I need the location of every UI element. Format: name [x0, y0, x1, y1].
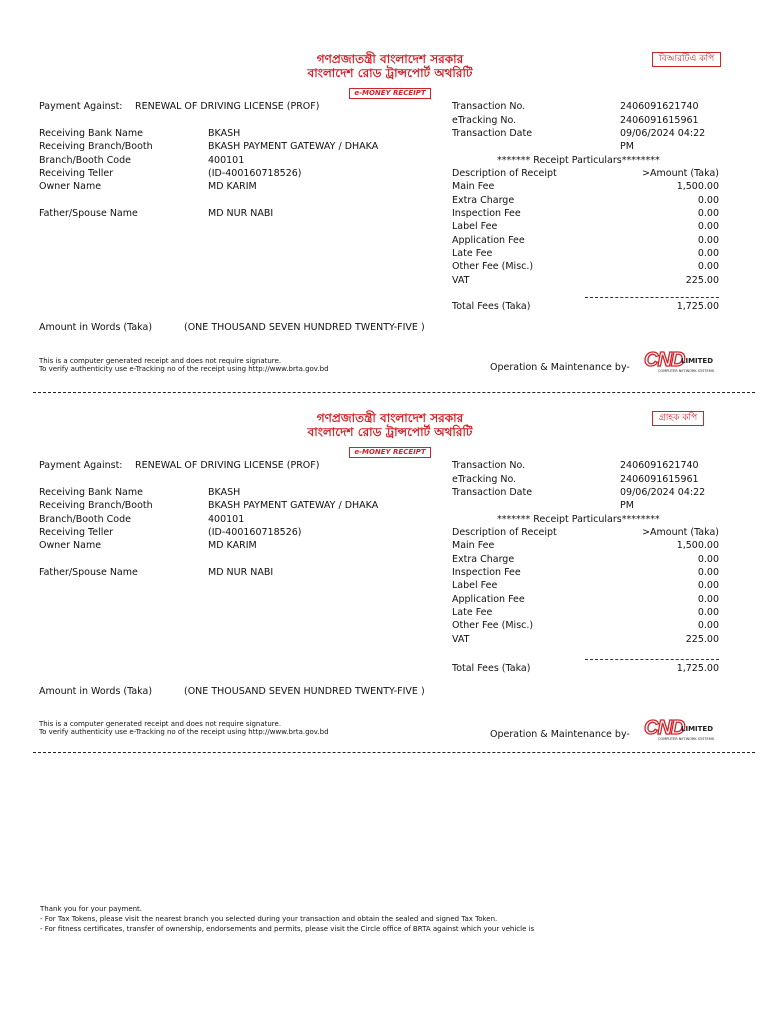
fee-value: 0.00 [697, 580, 719, 591]
fee-value: 1,500.00 [676, 181, 719, 192]
field-value: BKASH [208, 128, 241, 139]
field-label: Branch/Booth Code [39, 155, 131, 166]
amount-in-words-label: Amount in Words (Taka) [39, 322, 153, 333]
field-label: Receiving Teller [39, 168, 114, 179]
field-label: Father/Spouse Name [39, 567, 138, 578]
receipt-header [280, 52, 500, 99]
field-label: Branch/Booth Code [39, 514, 131, 525]
cnd-logo-limited: LIMITED [681, 357, 714, 365]
total-value: 1,725.00 [676, 663, 719, 674]
transaction-label: Transaction No. [452, 101, 526, 112]
signature-note: This is a computer generated receipt and does not require signature. [39, 357, 282, 365]
fee-label: Main Fee [452, 181, 495, 192]
amount-in-words-value: (ONE THOUSAND SEVEN HUNDRED TWENTY-FIVE ) [184, 686, 425, 697]
total-divider [585, 659, 719, 660]
amount-in-words-value: (ONE THOUSAND SEVEN HUNDRED TWENTY-FIVE ) [184, 322, 425, 333]
cnd-logo-text: CND [644, 717, 685, 739]
fee-value: 0.00 [697, 594, 719, 605]
fee-label: VAT [452, 634, 470, 645]
total-label: Total Fees (Taka) [452, 663, 531, 674]
fee-label: Extra Charge [452, 195, 515, 206]
fee-label: Inspection Fee [452, 567, 521, 578]
cnd-logo-text: CND [644, 349, 685, 371]
transaction-value: 2406091615961 [620, 115, 699, 126]
cnd-logo-sub: COMPUTER NETWORK SYSTEMS [658, 369, 714, 373]
fee-value: 0.00 [697, 208, 719, 219]
transaction-value-ampm: PM [620, 141, 634, 152]
operation-label: Operation & Maintenance by- [490, 362, 630, 373]
transaction-value: 2406091615961 [620, 474, 699, 485]
fee-label: Inspection Fee [452, 208, 521, 219]
field-value: MD KARIM [208, 540, 257, 551]
fee-value: 0.00 [697, 620, 719, 631]
payment-against-value: RENEWAL OF DRIVING LICENSE (PROF) [135, 101, 320, 112]
field-value: MD KARIM [208, 181, 257, 192]
fee-label: Main Fee [452, 540, 495, 551]
transaction-label: Transaction Date [452, 487, 533, 498]
transaction-label: eTracking No. [452, 474, 517, 485]
amount-header: >Amount (Taka) [642, 527, 719, 538]
receipt-separator [33, 752, 755, 753]
fee-value: 0.00 [697, 235, 719, 246]
fee-value: 225.00 [685, 634, 719, 645]
transaction-value-ampm: PM [620, 500, 634, 511]
fee-value: 0.00 [697, 567, 719, 578]
operation-label: Operation & Maintenance by- [490, 729, 630, 740]
govt-title: গণপ্রজাতন্ত্রী বাংলাদেশ সরকার [316, 52, 464, 66]
verify-note: To verify authenticity use e-Tracking no of the receipt using http://www.brta.gov.bd [39, 365, 329, 373]
fee-label: Label Fee [452, 580, 498, 591]
footer-thanks: Thank you for your payment. [40, 905, 143, 913]
transaction-value: 2406091621740 [620, 460, 699, 471]
field-value: (ID-400160718526) [208, 168, 302, 179]
field-label: Receiving Bank Name [39, 128, 143, 139]
authority-title: বাংলাদেশ রোড ট্রান্সপোর্ট অথরিটি [307, 425, 473, 439]
fee-value: 225.00 [685, 275, 719, 286]
fee-value: 0.00 [697, 248, 719, 259]
field-label: Receiving Bank Name [39, 487, 143, 498]
field-label: Owner Name [39, 540, 102, 551]
transaction-label: eTracking No. [452, 115, 517, 126]
fee-label: Application Fee [452, 235, 525, 246]
field-label: Owner Name [39, 181, 102, 192]
fee-label: Label Fee [452, 221, 498, 232]
copy-label: গ্রাহক কপি [652, 411, 704, 426]
amount-in-words-label: Amount in Words (Taka) [39, 686, 153, 697]
cnd-logo [644, 350, 714, 374]
field-value: BKASH PAYMENT GATEWAY / DHAKA [208, 500, 379, 511]
emoney-receipt-badge: e-MONEY RECEIPT [349, 447, 430, 458]
field-label: Father/Spouse Name [39, 208, 138, 219]
footer-fitness-note: - For fitness certificates, transfer of ownership, endorsements and permits, please visit the Circle office of BRTA against which your vehicle is [40, 925, 535, 933]
fee-label: Other Fee (Misc.) [452, 261, 534, 272]
field-value: (ID-400160718526) [208, 527, 302, 538]
fee-value: 0.00 [697, 554, 719, 565]
fee-value: 0.00 [697, 607, 719, 618]
fee-label: Extra Charge [452, 554, 515, 565]
authority-title: বাংলাদেশ রোড ট্রান্সপোর্ট অথরিটি [307, 66, 473, 80]
fee-value: 1,500.00 [676, 540, 719, 551]
fee-value: 0.00 [697, 261, 719, 272]
receipt-separator [33, 392, 755, 393]
fee-value: 0.00 [697, 195, 719, 206]
amount-header: >Amount (Taka) [642, 168, 719, 179]
field-value: 400101 [208, 155, 245, 166]
fee-label: Application Fee [452, 594, 525, 605]
field-value: 400101 [208, 514, 245, 525]
cnd-logo [644, 718, 714, 742]
cnd-logo-sub: COMPUTER NETWORK SYSTEMS [658, 737, 714, 741]
fee-value: 0.00 [697, 221, 719, 232]
receipt-brta-copy [0, 48, 768, 408]
fee-label: VAT [452, 275, 470, 286]
receipt-customer-copy [0, 407, 768, 767]
copy-label: বিআরটিএ কপি [652, 52, 721, 67]
field-label: Receiving Teller [39, 527, 114, 538]
govt-title: গণপ্রজাতন্ত্রী বাংলাদেশ সরকার [316, 411, 464, 425]
description-header: Description of Receipt [452, 527, 557, 538]
fee-label: Other Fee (Misc.) [452, 620, 534, 631]
payment-against-label: Payment Against: [39, 460, 123, 471]
transaction-value: 2406091621740 [620, 101, 699, 112]
cnd-logo-limited: LIMITED [681, 725, 714, 733]
transaction-value: 09/06/2024 04:22 [620, 128, 706, 139]
total-label: Total Fees (Taka) [452, 301, 531, 312]
signature-note: This is a computer generated receipt and does not require signature. [39, 720, 282, 728]
total-value: 1,725.00 [676, 301, 719, 312]
field-value: MD NUR NABI [208, 208, 274, 219]
field-label: Receiving Branch/Booth [39, 500, 153, 511]
receipt-header [280, 411, 500, 458]
total-divider [585, 297, 719, 298]
particulars-title: ******* Receipt Particulars******** [497, 155, 660, 166]
verify-note: To verify authenticity use e-Tracking no of the receipt using http://www.brta.gov.bd [39, 728, 329, 736]
field-value: BKASH [208, 487, 241, 498]
payment-against-value: RENEWAL OF DRIVING LICENSE (PROF) [135, 460, 320, 471]
payment-against-label: Payment Against: [39, 101, 123, 112]
transaction-value: 09/06/2024 04:22 [620, 487, 706, 498]
field-label: Receiving Branch/Booth [39, 141, 153, 152]
fee-label: Late Fee [452, 607, 493, 618]
footer-tax-token-note: - For Tax Tokens, please visit the nearest branch you selected during your transaction and obtain the sealed and signed Tax Token. [40, 915, 498, 923]
transaction-label: Transaction No. [452, 460, 526, 471]
emoney-receipt-badge: e-MONEY RECEIPT [349, 88, 430, 99]
description-header: Description of Receipt [452, 168, 557, 179]
field-value: BKASH PAYMENT GATEWAY / DHAKA [208, 141, 379, 152]
field-value: MD NUR NABI [208, 567, 274, 578]
fee-label: Late Fee [452, 248, 493, 259]
transaction-label: Transaction Date [452, 128, 533, 139]
particulars-title: ******* Receipt Particulars******** [497, 514, 660, 525]
